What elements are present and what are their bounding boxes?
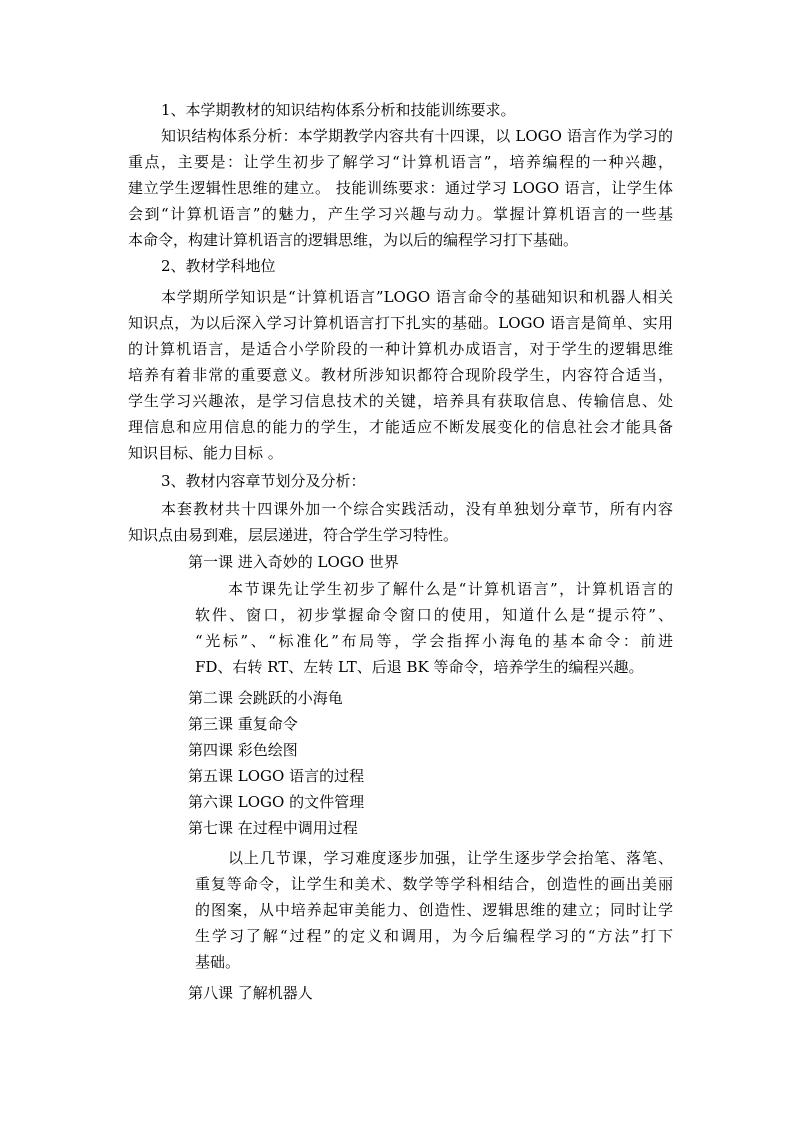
text-line: 生学习了解“过程”的定义和调用，为今后编程学习的“方法”打下 (195, 927, 673, 945)
text-line: 基础。 (195, 953, 241, 971)
text-line: 软件、窗口，初步掌握命令窗口的使用，知道什么是“提示符”、 (195, 606, 673, 624)
lesson-8-title: 第八课 了解机器人 (188, 984, 313, 1002)
text-line: 理信息和应用信息的能力的学生，才能适应不断发展变化的信息社会才能具备 (128, 418, 673, 436)
text-line: “光标”、“标准化”布局等，学会指挥小海龟的基本命令：前进 (195, 632, 673, 650)
text-line: 本命令，构建计算机语言的逻辑思维，为以后的编程学习打下基础。 (128, 231, 579, 249)
lessons-description (195, 845, 673, 975)
text-line: 的计算机语言，是适合小学阶段的一种计算机办成语言，对于学生的逻辑思维 (128, 340, 673, 358)
lesson-5-title: 第五课 LOGO 语言的过程 (188, 767, 365, 785)
lesson-2-title: 第二课 会跳跃的小海龟 (188, 689, 343, 707)
text-line: 本学期所学知识是“计算机语言”LOGO 语言命令的基础知识和机器人相关 (161, 288, 673, 306)
heading-1: 1、本学期教材的知识结构体系分析和技能训练要求。 (161, 101, 516, 119)
text-line: 知识目标、能力目标 。 (128, 444, 283, 462)
paragraph-structure-analysis (128, 123, 673, 253)
text-line: 的图案，从中培养起审美能力、创造性、逻辑思维的建立；同时让学 (195, 901, 673, 919)
text-line: 本节课先让学生初步了解什么是“计算机语言”，计算机语言的 (228, 580, 673, 598)
text-line: 重点，主要是：让学生初步了解学习“计算机语言”，培养编程的一种兴趣， (128, 153, 673, 171)
text-line: 培养有着非常的重要意义。教材所涉知识都符合现阶段学生，内容符合适当， (128, 366, 673, 384)
lesson-7-title: 第七课 在过程中调用过程 (188, 819, 358, 837)
text-line: FD、右转 RT、左转 LT、后退 BK 等命令，培养学生的编程兴趣。 (195, 658, 644, 676)
text-line: 知识点，为以后深入学习计算机语言打下扎实的基础。LOGO 语言是简单、实用 (128, 314, 673, 332)
heading-3: 3、教材内容章节划分及分析： (161, 472, 366, 490)
text-line: 本套教材共十四课外加一个综合实践活动，没有单独划分章节，所有内容 (161, 500, 673, 518)
heading-2: 2、教材学科地位 (161, 257, 276, 275)
paragraph-chapter-division (128, 496, 673, 548)
text-line: 重复等命令，让学生和美术、数学等学科相结合，创造性的画出美丽 (195, 875, 673, 893)
lesson-3-title: 第三课 重复命令 (188, 715, 298, 733)
text-line: 建立学生逻辑性思维的建立。 技能训练要求：通过学习 LOGO 语言，让学生体 (128, 179, 673, 197)
lesson-4-title: 第四课 彩色绘图 (188, 741, 298, 759)
lesson-1-description (195, 576, 673, 680)
text-line: 以上几节课，学习难度逐步加强，让学生逐步学会抬笔、落笔、 (228, 849, 673, 867)
text-line: 会到“计算机语言”的魅力，产生学习兴趣与动力。掌握计算机语言的一些基 (128, 205, 673, 223)
paragraph-subject-position (128, 284, 673, 466)
text-line: 知识点由易到难，层层递进，符合学生学习特性。 (128, 526, 459, 544)
text-line: 知识结构体系分析：本学期教学内容共有十四课，以 LOGO 语言作为学习的 (161, 127, 673, 145)
lesson-1-title: 第一课 进入奇妙的 LOGO 世界 (188, 553, 399, 571)
text-line: 学生学习兴趣浓，是学习信息技术的关键，培养具有获取信息、传输信息、处 (128, 392, 673, 410)
lesson-6-title: 第六课 LOGO 的文件管理 (188, 793, 365, 811)
lesson-list (188, 685, 364, 841)
